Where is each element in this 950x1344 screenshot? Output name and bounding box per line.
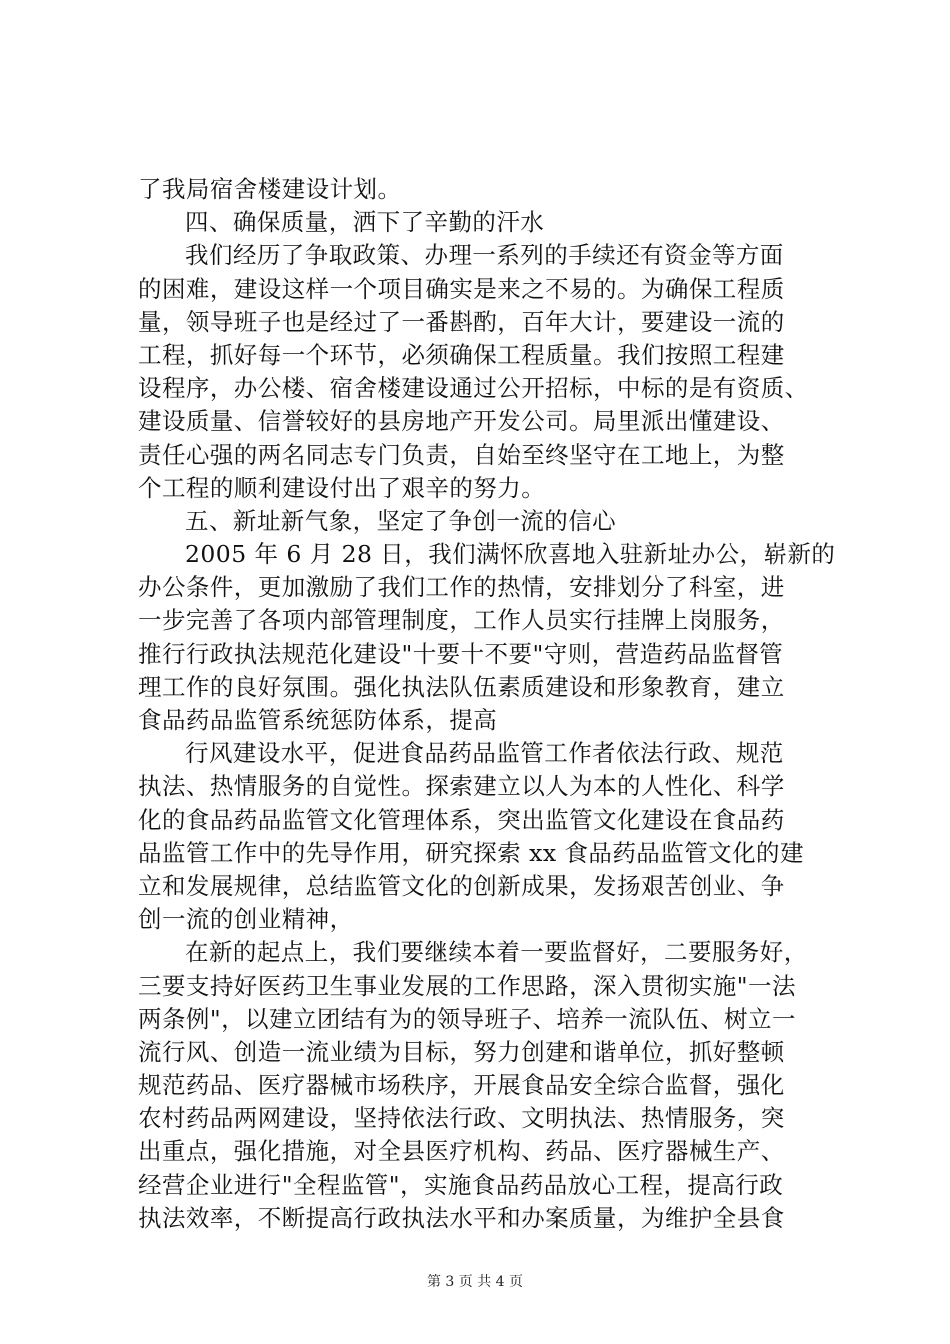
text-line: 食品药品监管系统惩防体系，提高	[138, 706, 498, 734]
text-line: 的困难，建设这样一个项目确实是来之不易的。为确保工程质	[138, 274, 785, 303]
document-body	[138, 173, 836, 1235]
text-line: 规范药品、医疗器械市场秩序，开展食品安全综合监督，强化	[138, 1071, 785, 1100]
text-line: 经营企业进行"全程监管"，实施食品药品放心工程，提高行政	[138, 1170, 784, 1199]
text-line: 执法效率，不断提高行政执法水平和办案质量，为维护全县食	[138, 1203, 785, 1232]
text-line: 量，领导班子也是经过了一番斟酌，百年大计，要建设一流的	[138, 307, 785, 336]
section-heading: 四、确保质量，洒下了辛勤的汗水	[185, 208, 545, 237]
text-line: 工程，抓好每一个环节，必须确保工程质量。我们按照工程建	[138, 340, 785, 369]
text-line: 行风建设水平，促进食品药品监管工作者依法行政、规范	[185, 739, 784, 768]
text-line: 了我局宿舍楼建设计划。	[138, 175, 402, 203]
text-line: 责任心强的两名同志专门负责，自始至终坚守在工地上，为整	[138, 440, 785, 469]
text-line: 品监管工作中的先导作用，研究探索 xx 食品药品监管文化的建	[138, 838, 804, 867]
text-line: 我们经历了争取政策、办理一系列的手续还有资金等方面	[185, 241, 784, 270]
text-line: 两条例"，以建立团结有为的领导班子、培养一流队伍、树立一	[138, 1004, 796, 1033]
text-line: 执法、热情服务的自觉性。探索建立以人为本的人性化、科学	[138, 772, 785, 801]
text-line: 设程序，办公楼、宿舍楼建设通过公开招标，中标的是有资质、	[138, 374, 809, 403]
text-line: 出重点，强化措施，对全县医疗机构、药品、医疗器械生产、	[138, 1137, 785, 1166]
text-line: 建设质量、信誉较好的县房地产开发公司。局里派出懂建设、	[138, 407, 785, 436]
page-number-footer: 第 3 页 共 4 页	[426, 1274, 524, 1290]
text-line: 2005 年 6 月 28 日，我们满怀欣喜地入驻新址办公，崭新的	[185, 540, 836, 569]
text-line: 个工程的顺利建设付出了艰辛的努力。	[138, 473, 546, 502]
text-line: 立和发展规律，总结监管文化的创新成果，发扬艰苦创业、争	[138, 871, 785, 900]
text-line: 理工作的良好氛围。强化执法队伍素质建设和形象教育，建立	[138, 672, 785, 701]
section-heading: 五、新址新气象，坚定了争创一流的信心	[185, 506, 617, 535]
text-line: 农村药品两网建设，坚持依法行政、文明执法、热情服务，突	[138, 1104, 785, 1133]
text-line: 三要支持好医药卫生事业发展的工作思路，深入贯彻实施"一法	[138, 971, 796, 1000]
text-line: 一步完善了各项内部管理制度，工作人员实行挂牌上岗服务，	[138, 606, 785, 635]
text-line: 创一流的创业精神，	[138, 905, 354, 934]
text-line: 化的食品药品监管文化管理体系，突出监管文化建设在食品药	[138, 805, 785, 834]
text-line: 在新的起点上，我们要继续本着一要监督好，二要服务好，	[185, 938, 808, 967]
text-line: 推行行政执法规范化建设"十要十不要"守则，营造药品监督管	[138, 639, 784, 668]
text-line: 流行风、创造一流业绩为目标，努力创建和谐单位，抓好整顿	[138, 1037, 785, 1066]
text-line: 办公条件，更加激励了我们工作的热情，安排划分了科室，进	[138, 573, 785, 602]
